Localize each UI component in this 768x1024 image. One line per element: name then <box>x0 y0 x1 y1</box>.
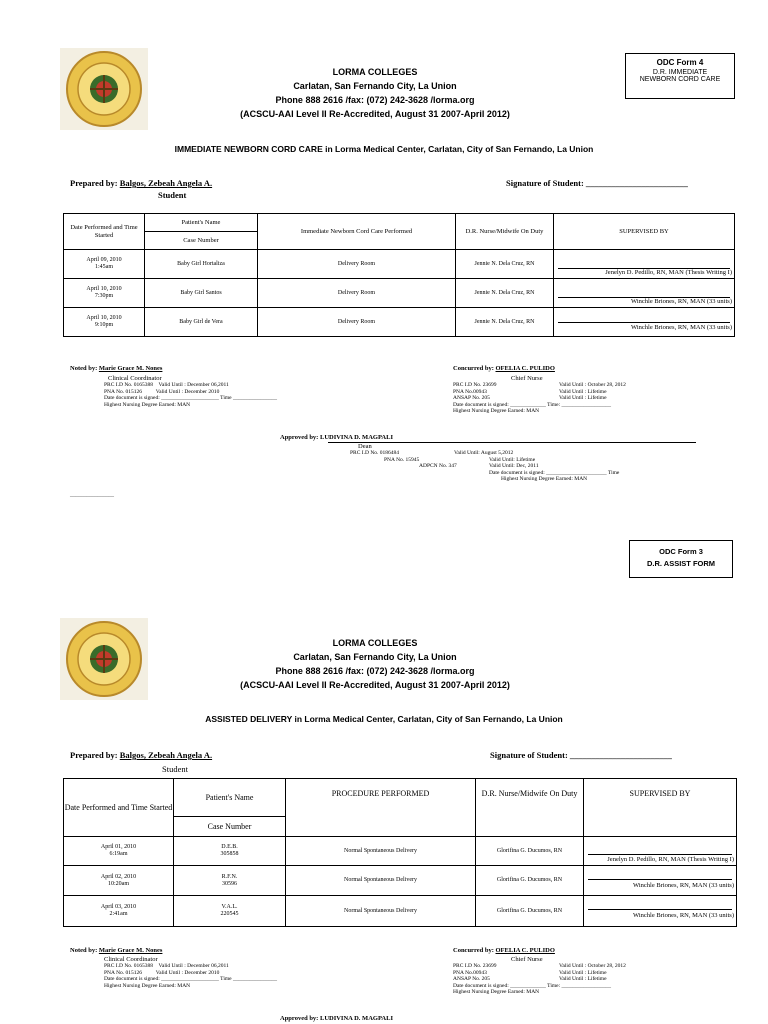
form-title: IMMEDIATE NEWBORN CORD CARE in Lorma Medical Center, Carlatan, City of San Fernando, La Union <box>174 144 594 154</box>
date-header: Date Performed and Time Started <box>64 214 145 250</box>
row-nurse: Glorifina G. Ducumos, RN <box>476 837 584 866</box>
row-procedure: Normal Spontaneous Delivery <box>286 896 476 927</box>
noted-role: Clinical Coordinator <box>108 375 162 382</box>
row-patient: Baby Girl Santos <box>145 279 258 308</box>
row-nurse: Glorifina G. Ducumos, RN <box>476 896 584 927</box>
table-row <box>64 279 735 308</box>
row-supervisor: Jenelyn D. Pedillo, RN, MAN (Thesis Writing I) <box>605 269 732 276</box>
concurred-block <box>453 365 626 415</box>
noted-degree: Highest Nursing Degree Earned: MAN <box>104 401 191 408</box>
row-patient: D.E.B. <box>221 844 238 850</box>
blank-signature-line: ________________ <box>70 492 114 498</box>
table-header-row <box>64 214 735 232</box>
patient-header: Patient's Name <box>174 779 286 817</box>
approved-label: Approved by: <box>280 434 319 441</box>
row-time: 2:41am <box>109 911 128 917</box>
school-header <box>160 65 590 121</box>
noted-block <box>70 947 277 989</box>
approved-pna: PNA No. 15945 <box>384 456 420 463</box>
noted-name: Marie Grace M. Nones <box>98 365 163 372</box>
row-procedure: Normal Spontaneous Delivery <box>286 866 476 896</box>
noted-name: Marie Grace M. Nones <box>98 947 163 954</box>
row-procedure: Delivery Room <box>258 250 456 279</box>
supervised-header: SUPERVISED BY <box>554 214 735 250</box>
concurred-pna: PNA No.00943 <box>453 388 487 395</box>
noted-prc: PRC I.D No. 0165388 <box>104 382 154 388</box>
noted-block <box>70 365 277 408</box>
noted-pna-valid: Valid Until : December 2010 <box>155 969 220 976</box>
approved-adpcn: ADPCN No. 347 <box>419 463 457 469</box>
row-date: April 02, 2010 <box>100 873 137 880</box>
nurse-header: D.R. Nurse/Midwife On Duty <box>456 214 554 250</box>
row-patient: V.A.L. <box>221 904 238 910</box>
row-nurse: Jennie N. Dela Cruz, RN <box>456 250 554 279</box>
noted-pna: PNA No. 015126 <box>104 388 143 395</box>
school-address: Carlatan, San Fernando City, La Union <box>293 81 457 91</box>
row-date: April 09, 2010 <box>86 257 122 263</box>
school-name: LORMA COLLEGES <box>332 638 418 648</box>
case-header: Case Number <box>145 232 258 250</box>
approved-role: Dean <box>358 443 372 450</box>
table-row <box>64 866 737 896</box>
record-table <box>63 778 737 927</box>
concurred-label: Concurred by: <box>453 365 494 372</box>
row-nurse: Glorifina G. Ducumos, RN <box>476 866 584 896</box>
row-time: 10:20am <box>108 880 129 887</box>
concurred-label: Concurred by: <box>453 947 494 954</box>
school-header <box>160 636 590 692</box>
school-name: LORMA COLLEGES <box>332 67 418 77</box>
form-name-line2: NEWBORN CORD CARE <box>639 76 721 83</box>
row-supervisor: Winchle Briones, RN, MAN (33 units) <box>632 882 734 889</box>
noted-role: Clinical Coordinator <box>104 956 158 963</box>
row-supervisor: Winchle Briones, RN, MAN (33 units) <box>632 912 734 919</box>
concurred-pna-valid: Valid Until : Lifetime <box>559 969 607 976</box>
school-phone: Phone 888 2616 /fax: (072) 242-3628 /lorma.org <box>275 95 475 105</box>
concurred-ansap: ANSAP No. 205 <box>453 395 490 401</box>
table-row <box>64 837 737 866</box>
record-table <box>63 213 735 337</box>
concurred-block <box>453 947 626 996</box>
row-time: 9:10pm <box>94 322 114 328</box>
form-name-line1: D.R. ASSIST FORM <box>646 559 716 568</box>
prepared-by-name: Balgos, Zebeah Angela A. <box>119 750 213 760</box>
row-procedure: Normal Spontaneous Delivery <box>286 837 476 866</box>
school-accreditation: (ACSCU-AAI Level II Re-Accredited, August 31 2007-April 2012) <box>240 680 510 690</box>
nurse-header: D.R. Nurse/Midwife On Duty <box>476 779 584 837</box>
noted-label: Noted by: <box>70 365 98 372</box>
row-date: April 10, 2010 <box>86 315 122 321</box>
concurred-ansap: ANSAP No. 205 <box>453 976 490 982</box>
approved-label: Approved by: <box>280 1015 319 1022</box>
form-code-box <box>625 53 735 99</box>
row-time: 1:45am <box>95 264 113 270</box>
supervised-header: SUPERVISED BY <box>584 779 737 837</box>
school-accreditation: (ACSCU-AAI Level II Re-Accredited, August 31 2007-April 2012) <box>240 109 510 119</box>
row-supervisor: Winchle Briones, RN, MAN (33 units) <box>630 298 732 305</box>
row-date: April 10, 2010 <box>86 286 122 292</box>
approved-name: LUDIVINA D. MAGPALI <box>319 1015 393 1022</box>
concurred-prc: PRC I.D No. 23699 <box>453 382 497 388</box>
row-procedure: Delivery Room <box>258 279 456 308</box>
concurred-date-signed: Date document is signed: _____________ Time: __________________ <box>453 401 611 408</box>
table-row <box>64 308 735 337</box>
concurred-name: OFELIA C. PULIDO <box>495 947 555 954</box>
noted-pna: PNA No. 015126 <box>104 969 143 976</box>
noted-date-signed: Date document is signed: _____________________ Time ________________ <box>104 976 277 982</box>
school-address: Carlatan, San Fernando City, La Union <box>293 652 457 662</box>
student-signature: Signature of Student: ________________________ <box>490 750 672 760</box>
student-signature: Signature of Student: ________________________ <box>506 178 688 188</box>
form-code-box <box>629 540 733 578</box>
concurred-ansap-valid: Valid Until : Lifetime <box>559 395 607 401</box>
noted-date-signed: Date document is signed: _____________________ Time ________________ <box>104 395 277 401</box>
row-case: 220545 <box>220 911 239 917</box>
table-header-row <box>64 779 737 817</box>
row-case: 305858 <box>220 851 239 857</box>
concurred-prc: PRC I.D No. 23699 <box>453 963 497 969</box>
concurred-role: Chief Nurse <box>511 375 543 382</box>
noted-prc: PRC I.D No. 0165388 <box>104 963 154 969</box>
row-patient: Baby Girl de Vera <box>145 308 258 337</box>
prepared-by <box>70 750 212 760</box>
prepared-by <box>70 178 212 188</box>
row-patient: Baby Girl Hortaliza <box>145 250 258 279</box>
row-time: 6:19am <box>109 851 128 857</box>
approved-block <box>280 1015 393 1022</box>
school-phone: Phone 888 2616 /fax: (072) 242-3628 /lorma.org <box>275 666 475 676</box>
row-date: April 01, 2010 <box>100 844 137 850</box>
approved-date-signed: Date document is signed: ______________________ Time <box>489 469 620 476</box>
noted-label: Noted by: <box>70 947 98 954</box>
prepared-by-name: Balgos, Zebeah Angela A. <box>119 178 213 188</box>
concurred-pna-valid: Valid Until : Lifetime <box>559 388 607 395</box>
concurred-ansap-valid: Valid Until : Lifetime <box>559 976 607 982</box>
row-patient: R.F.N. <box>221 873 238 880</box>
row-time: 7:30pm <box>94 293 114 299</box>
approved-block <box>280 434 700 483</box>
noted-prc-valid: Valid Until : December 06,2011 <box>158 382 229 388</box>
concurred-degree: Highest Nursing Degree Earned: MAN <box>453 408 540 414</box>
approved-adpcn-valid: Valid Until: Dec, 2011 <box>489 463 539 469</box>
approved-prc: PRC I.D No. 0186484 <box>350 450 400 456</box>
prepared-role: Student <box>158 190 187 200</box>
case-header: Case Number <box>174 817 286 837</box>
approved-degree: Highest Nursing Degree Earned: MAN <box>501 476 588 482</box>
noted-prc-valid: Valid Until : December 06,2011 <box>158 963 229 969</box>
row-case: 30596 <box>222 880 237 887</box>
patient-header: Patient's Name <box>145 214 258 232</box>
row-nurse: Jennie N. Dela Cruz, RN <box>456 279 554 308</box>
noted-degree: Highest Nursing Degree Earned: MAN <box>104 982 191 989</box>
approved-pna-valid: Valid Until: Lifetime <box>489 456 536 463</box>
form-code: ODC Form 4 <box>656 58 704 67</box>
concurred-name: OFELIA C. PULIDO <box>495 365 555 372</box>
row-supervisor: Winchle Briones, RN, MAN (33 units) <box>630 324 732 331</box>
prepared-by-label: Prepared by: <box>70 750 118 760</box>
concurred-date-signed: Date document is signed: _____________ Time: __________________ <box>453 982 611 989</box>
concurred-role: Chief Nurse <box>511 956 543 963</box>
row-nurse: Jennie N. Dela Cruz, RN <box>456 308 554 337</box>
concurred-pna: PNA No.00943 <box>453 969 487 976</box>
prepared-role: Student <box>162 764 188 774</box>
noted-pna-valid: Valid Until : December 2010 <box>155 388 220 395</box>
procedure-header: PROCEDURE PERFORMED <box>286 779 476 837</box>
form-code: ODC Form 3 <box>659 547 703 556</box>
approved-prc-valid: Valid Until: August 5,2012 <box>454 450 514 456</box>
form-name-line1: D.R. IMMEDIATE <box>652 69 708 76</box>
table-row <box>64 250 735 279</box>
concurred-prc-valid: Valid Until : October 28, 2012 <box>559 382 626 388</box>
table-row <box>64 896 737 927</box>
concurred-degree: Highest Nursing Degree Earned: MAN <box>453 989 540 995</box>
school-logo <box>60 618 148 700</box>
row-date: April 03, 2010 <box>100 904 137 910</box>
row-supervisor: Jenelyn D. Pedillo, RN, MAN (Thesis Writing I) <box>607 856 734 863</box>
concurred-prc-valid: Valid Until : October 28, 2012 <box>559 963 626 969</box>
procedure-header: Immediate Newborn Cord Care Performed <box>258 214 456 250</box>
form-title: ASSISTED DELIVERY in Lorma Medical Center, Carlatan, City of San Fernando, La Union <box>205 714 563 724</box>
approved-name: LUDIVINA D. MAGPALI <box>319 434 393 441</box>
row-procedure: Delivery Room <box>258 308 456 337</box>
date-header: Date Performed and Time Started <box>64 779 174 837</box>
prepared-by-label: Prepared by: <box>70 178 118 188</box>
school-logo <box>60 48 148 130</box>
